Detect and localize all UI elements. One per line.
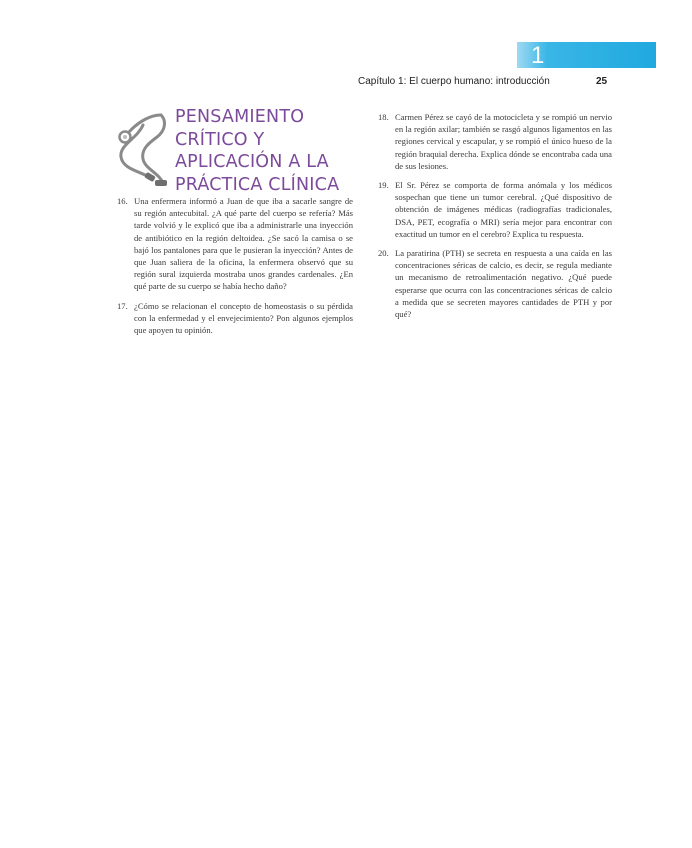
question-number: 18. xyxy=(378,112,389,122)
question-text: El Sr. Pérez se comporta de forma anómala y los médicos sospechan que tiene un tumor cerebral. ¿Qué dispositivo de obtención de imágenes médicas (radiografías tradicionales, DSA, PET, ecografía o MRI) sería mejor para encontrar con exactitud un tumor en el cerebro? Explica tu respuesta. xyxy=(395,180,612,239)
section-heading-line: PENSAMIENTO xyxy=(175,107,305,127)
question-number: 20. xyxy=(378,248,389,259)
question-item xyxy=(378,111,612,172)
running-title: Capítulo 1: El cuerpo humano: introducción xyxy=(358,76,550,87)
section-heading xyxy=(175,106,345,196)
page-number: 25 xyxy=(596,76,608,87)
question-text: ¿Cómo se relacionan el concepto de homeostasis o su pérdida con la enfermedad y el envejecimiento? Pon algunos ejemplos que apoyen tu opinión. xyxy=(134,300,353,336)
chapter-number: 1 xyxy=(531,42,545,69)
question-number: 19. xyxy=(378,180,389,191)
right-column xyxy=(378,111,612,327)
question-item xyxy=(378,247,612,320)
question-text: La paratirina (PTH) se secreta en respuesta a una caída en las concentraciones séricas de calcio, es decir, se regula mediante un mecanismo de retroalimentación negativo. ¿Qué puede esperarse que ocurra con las concentraciones séricas de calcio a medida que se secreten mayores cantidades de PTH y por qué? xyxy=(395,248,612,320)
chapter-tab xyxy=(517,42,656,68)
question-item xyxy=(117,300,353,337)
left-column xyxy=(117,195,353,343)
question-text: Carmen Pérez se cayó de la motocicleta y se rompió un nervio en la región axilar; también se rasgó algunos ligamentos en las regiones cervical y escapular, y se rompió el único hueso de la región braquial derecha. Explica dónde se encontraba cada una de sus lesiones. xyxy=(395,112,612,171)
question-item xyxy=(117,195,353,293)
running-head xyxy=(358,76,610,92)
section-heading-line: CRÍTICO Y xyxy=(175,129,265,150)
question-number: 17. xyxy=(117,300,128,311)
section-heading-line: APLICACIÓN A LA xyxy=(175,152,329,172)
question-text: Una enfermera informó a Juan de que iba a sacarle sangre de su región antecubital. ¿A qué parte del cuerpo se refería? Más tarde volvió y le explicó que iba a administrarle una inyección de antibiótico en la región deltoidea. ¿Se sacó la camisa o se bajó los pantalones para que le pusieran la inyección? Antes de que Juan saliera de la oficina, la enfermera observó que su región sural izquierda mostraba unos grandes cardenales. ¿En qué parte de su cuerpo se había hecho daño? xyxy=(134,196,353,292)
stethoscope-icon xyxy=(115,111,173,189)
question-item xyxy=(378,179,612,240)
section-heading-line: PRÁCTICA CLÍNICA xyxy=(175,174,340,195)
question-number: 16. xyxy=(117,196,128,206)
